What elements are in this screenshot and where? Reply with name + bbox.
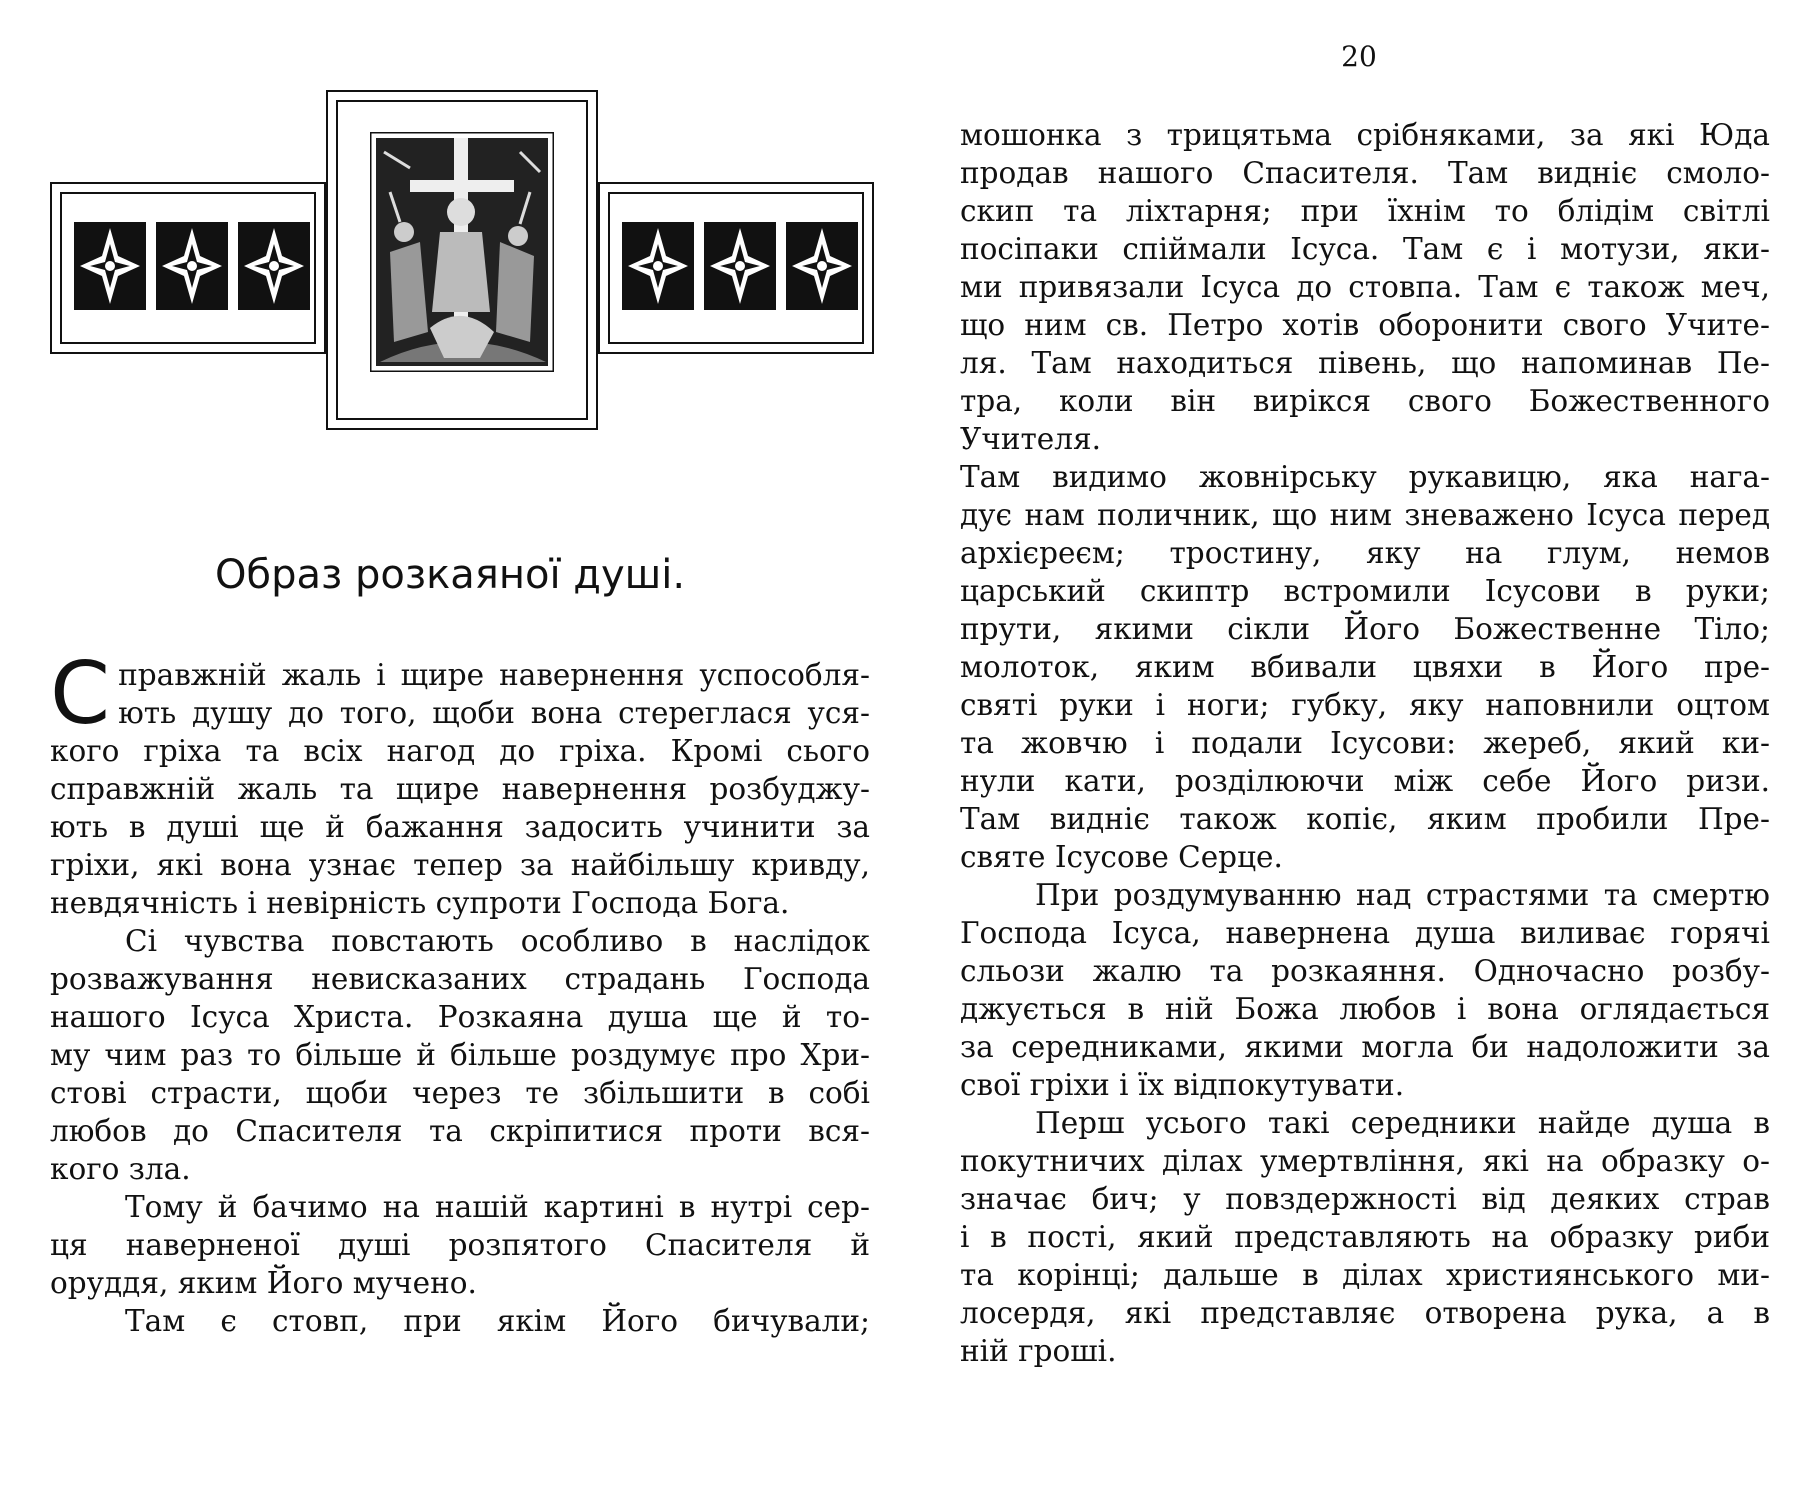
text-line: і в пості, який представляють на образку риби: [960, 1220, 1770, 1254]
ornament-tiles-left: [74, 222, 310, 310]
text-line: значає бич; у повздержності від деяких страв: [960, 1182, 1770, 1216]
text-line: та жовчю і подали Ісусови: жереб, який ки-: [960, 726, 1770, 760]
text-line: продав нашого Спасителя. Там видніє смоло-: [960, 156, 1770, 190]
text-line: стові страсти, щоби через те збільшити в собі: [50, 1076, 870, 1110]
text-line: дує нам поличник, що ним зневажено Ісуса перед: [960, 498, 1770, 532]
text-line: любов до Спасителя та скріпитися проти вся-: [50, 1114, 870, 1148]
left-page: [0, 0, 900, 1500]
text-line: архієреєм; тростину, яку на глум, немов: [960, 536, 1770, 570]
text-line: му чим раз то більше й більше роздумує про Хри-: [50, 1038, 870, 1072]
text-line: та корінці; дальше в ділах християнського ми-: [960, 1258, 1770, 1292]
text-line: розважування невисказаних страдань Господа: [50, 962, 870, 996]
text-line: святе Ісусове Серце.: [960, 840, 1283, 874]
paragraph: [960, 1104, 1770, 1370]
text-line: сльози жалю та розкаяння. Одночасно розбу-: [960, 954, 1770, 988]
text-line: нашого Ісуса Христа. Розкаяна душа ще й то-: [50, 1000, 870, 1034]
chapter-title: Образ розкаяної душі.: [214, 552, 686, 598]
text-line: При роздумуванню над страстями та смертю: [1035, 878, 1770, 912]
text-line: кого зла.: [50, 1152, 191, 1186]
ornament-band-left: [50, 182, 326, 354]
woodcut-frame: [326, 90, 598, 430]
star-ornament-icon: [156, 222, 228, 310]
text-line: тра, коли він вирікся свого Божественного Учителя.: [960, 384, 1770, 456]
text-line: Там є стовп, при якім Його бичували;: [125, 1304, 870, 1338]
text-line: за середниками, якими могла би надоложити за: [960, 1030, 1770, 1064]
paragraph: [50, 644, 870, 922]
text-line: царський скиптр встромили Ісусови в руки;: [960, 574, 1770, 608]
paragraph: [50, 922, 870, 1188]
text-line: невдячність і невірність супроти Господа Бога.: [50, 886, 790, 920]
text-line: посіпаки спіймали Ісуса. Там є і мотузи, яки-: [960, 232, 1770, 266]
ornamental-header: [50, 90, 870, 430]
drop-cap: С: [50, 644, 111, 744]
text-line: Сі чувства повстають особливо в наслідок: [125, 924, 870, 958]
text-line: скип та ліхтарня; при їхнім то блідім світлі: [960, 194, 1770, 228]
text-line: джується в ній Божа любов і вона оглядається: [960, 992, 1770, 1026]
text-line: кого гріха та всіх нагод до гріха. Кромі сього: [50, 734, 870, 768]
text-line: що ним св. Петро хотів оборонити свого Учите-: [960, 308, 1770, 342]
crucifixion-woodcut-image: [370, 132, 554, 372]
ornament-band-right: [598, 182, 874, 354]
right-page: [900, 0, 1818, 1500]
text-line: покутничих ділах умертвління, які на образку о-: [960, 1144, 1770, 1178]
page-number: 20: [1341, 40, 1377, 73]
text-line: Тому й бачимо на нашій картині в нутрі сер-: [125, 1190, 870, 1224]
star-ornament-icon: [704, 222, 776, 310]
star-ornament-icon: [74, 222, 146, 310]
right-body-text: [960, 116, 1770, 1370]
text-line: свої гріхи і їх відпокутувати.: [960, 1068, 1405, 1102]
star-ornament-icon: [622, 222, 694, 310]
paragraph: [960, 116, 1770, 876]
text-line: ця наверненої душі розпятого Спасителя й: [50, 1228, 870, 1262]
text-line: правжній жаль і щире навернення успособля-: [118, 658, 870, 692]
text-line: ють душу до того, щоби вона стереглася уся-: [118, 696, 870, 730]
text-line: Там видимо жовнірську рукавицю, яка нага-: [960, 460, 1770, 494]
text-line: молоток, яким вбивали цвяхи в Його пре-: [960, 650, 1770, 684]
text-line: гріхи, які вона узнає тепер за найбільшу кривду,: [50, 848, 870, 882]
text-line: справжній жаль та щире навернення розбуджу-: [50, 772, 870, 806]
text-line: ля. Там находиться півень, що напоминав Пе-: [960, 346, 1770, 380]
text-line: мошонка з трицятьма срібняками, за які Юда: [960, 118, 1770, 152]
ornament-tiles-right: [622, 222, 858, 310]
left-body-text: [50, 644, 870, 1340]
text-line: лосердя, які представляє отворена рука, а в: [960, 1296, 1770, 1330]
text-line: ми привязали Ісуса до стовпа. Там є також меч,: [960, 270, 1770, 304]
text-line: Господа Ісуса, навернена душа виливає горячі: [960, 916, 1770, 950]
text-line: ній гроші.: [960, 1334, 1117, 1368]
text-line: нули кати, розділюючи між себе Його ризи.: [960, 764, 1770, 798]
star-ornament-icon: [786, 222, 858, 310]
text-line: Перш усього такі середники найде душа в: [1035, 1106, 1770, 1140]
paragraph: [50, 1302, 870, 1340]
text-line: Там видніє також копіє, яким пробили Пре-: [960, 802, 1770, 836]
text-line: прути, якими сікли Його Божественне Тіло;: [960, 612, 1770, 646]
star-ornament-icon: [238, 222, 310, 310]
text-line: святі руки і ноги; губку, яку наповнили оцтом: [960, 688, 1770, 722]
text-line: ють в душі ще й бажання задосить учинити за: [50, 810, 870, 844]
paragraph: [960, 876, 1770, 1104]
text-line: оруддя, яким Його мучено.: [50, 1266, 477, 1300]
paragraph: [50, 1188, 870, 1302]
